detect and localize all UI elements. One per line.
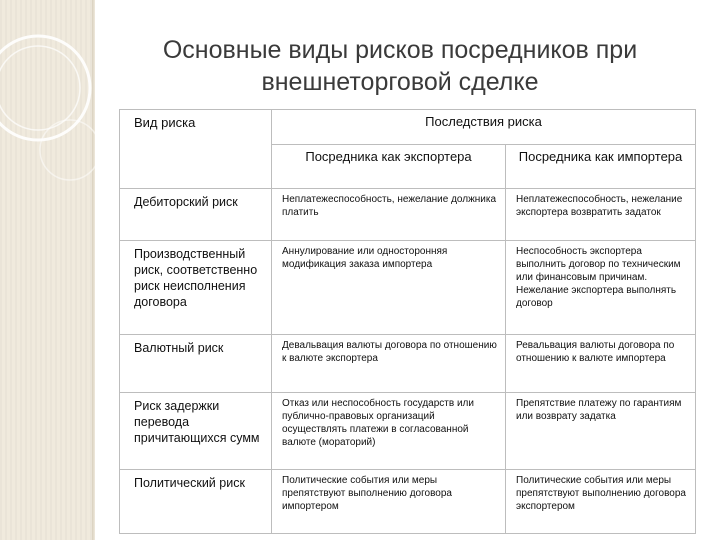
importer-consequence-cell: Политические события или меры препятствуют выполнению договора экспортером xyxy=(506,470,696,534)
exporter-consequence-cell: Аннулирование или односторонняя модификация заказа импортера xyxy=(272,241,506,335)
header-risk-type: Вид риска xyxy=(120,110,272,189)
header-as-importer: Посредника как импортера xyxy=(506,145,696,189)
exporter-consequence-cell: Отказ или неспособность государств или публично-правовых организаций осуществлять платежи в согласованной валюте (мораторий) xyxy=(272,393,506,470)
table-row xyxy=(120,241,696,335)
exporter-consequence-cell: Политические события или меры препятствуют выполнению договора импортером xyxy=(272,470,506,534)
importer-consequence-cell: Неспособность экспортера выполнить договор по техническим или финансовым причинам. Нежелание экспортера выполнять договор xyxy=(506,241,696,335)
importer-consequence-cell: Неплатежеспособность, нежелание экспортера возвратить задаток xyxy=(506,189,696,241)
table-row xyxy=(120,335,696,393)
table-row xyxy=(120,393,696,470)
risk-table xyxy=(119,109,696,534)
risk-type-cell: Валютный риск xyxy=(120,335,272,393)
risk-type-cell: Производственный риск, соответственно риск неисполнения договора xyxy=(120,241,272,335)
page-title xyxy=(120,34,680,98)
risk-type-cell: Политический риск xyxy=(120,470,272,534)
table-header-row xyxy=(120,110,696,145)
risk-type-cell: Риск задержки перевода причитающихся сумм xyxy=(120,393,272,470)
title-line-1: Основные виды рисков посредников при xyxy=(162,36,638,64)
table-row xyxy=(120,470,696,534)
header-consequences: Последствия риска xyxy=(272,110,696,145)
exporter-consequence-cell: Неплатежеспособность, нежелание должника платить xyxy=(272,189,506,241)
importer-consequence-cell: Препятствие платежу по гарантиям или возврату задатка xyxy=(506,393,696,470)
importer-consequence-cell: Ревальвация валюты договора по отношению к валюте импортера xyxy=(506,335,696,393)
header-as-exporter: Посредника как экспортера xyxy=(272,145,506,189)
exporter-consequence-cell: Девальвация валюты договора по отношению к валюте экспортера xyxy=(272,335,506,393)
risk-type-cell: Дебиторский риск xyxy=(120,189,272,241)
title-line-2: внешнеторговой сделке xyxy=(261,68,539,96)
table-row xyxy=(120,189,696,241)
